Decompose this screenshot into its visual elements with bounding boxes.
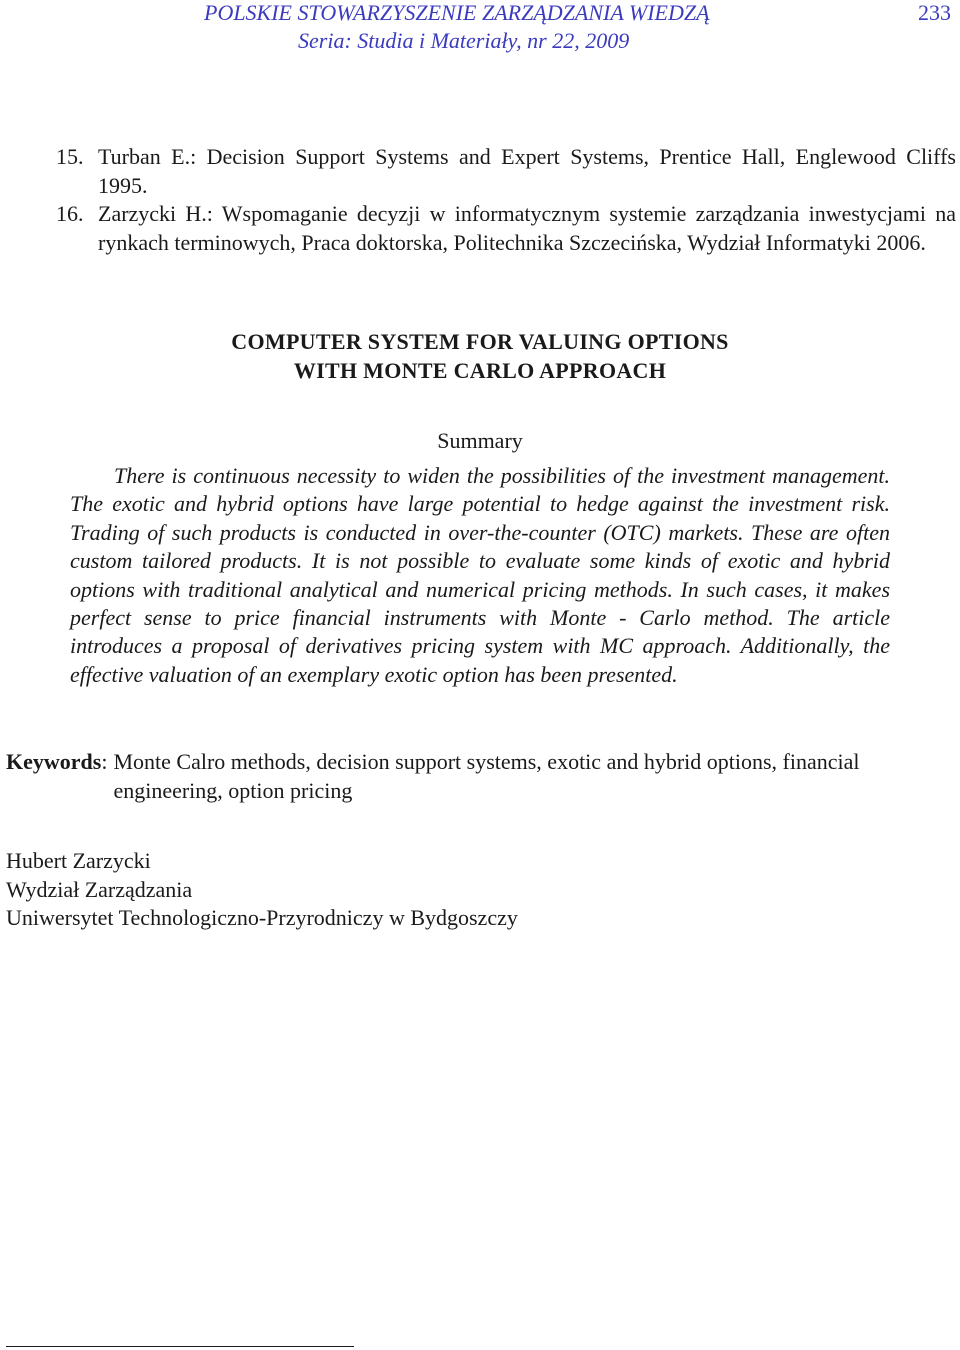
author-block: [6, 847, 518, 933]
reference-item: [56, 143, 956, 200]
reference-text: Zarzycki H.: Wspomaganie decyzji w informatycznym systemie zarządzania inwestycjami na rynkach terminowych, Praca doktorska, Politechnika Szczecińska, Wydział Informatyki 2006.: [98, 201, 956, 255]
paper-title-line-1: COMPUTER SYSTEM FOR VALUING OPTIONS: [231, 329, 729, 354]
keywords-label: Keywords: [6, 749, 102, 774]
footnote-divider: [6, 1346, 354, 1347]
author-university: Uniwersytet Technologiczno-Przyrodniczy w Bydgoszczy: [6, 905, 518, 930]
reference-number: 16.: [56, 201, 84, 226]
keywords-separator: :: [101, 749, 108, 774]
header-series-info: Seria: Studia i Materiały, nr 22, 2009: [298, 28, 630, 53]
summary-heading: Summary: [437, 428, 523, 453]
reference-item: [56, 200, 956, 257]
author-faculty: Wydział Zarządzania: [6, 876, 193, 902]
summary-text: There is continuous necessity to widen the possibilities of the investment management. The exotic and hybrid options have large potential to hedge against the investment risk. Trading of such products is conducted in over-the-counter (OTC) markets. These are often custom tailored products. It is not possible to evaluate some kinds of exotic and hybrid options with traditional analytical and numerical pricing methods. In such cases, it makes perfect sense to price financial instruments with Monte - Carlo method. The article introduces a proposal of derivatives pricing system with MC approach. Additionally, the effective valuation of an exemplary exotic option has been presented.: [70, 463, 890, 687]
reference-number: 15.: [56, 144, 84, 169]
keywords: [6, 747, 956, 805]
page-number: 233: [918, 0, 951, 25]
keywords-text: Monte Calro methods, decision support systems, exotic and hybrid options, financial engineering, option pricing: [113, 749, 860, 803]
reference-text: Turban E.: Decision Support Systems and Expert Systems, Prentice Hall, Englewood Cliffs 1995.: [98, 144, 956, 198]
author-name: Hubert Zarzycki: [6, 848, 151, 873]
paper-title-line-2: WITH MONTE CARLO APPROACH: [293, 358, 667, 383]
references-list: [56, 143, 956, 257]
paper-title: [0, 327, 960, 385]
header-society-name: POLSKIE STOWARZYSZENIE ZARZĄDZANIA WIEDZĄ: [204, 0, 710, 25]
